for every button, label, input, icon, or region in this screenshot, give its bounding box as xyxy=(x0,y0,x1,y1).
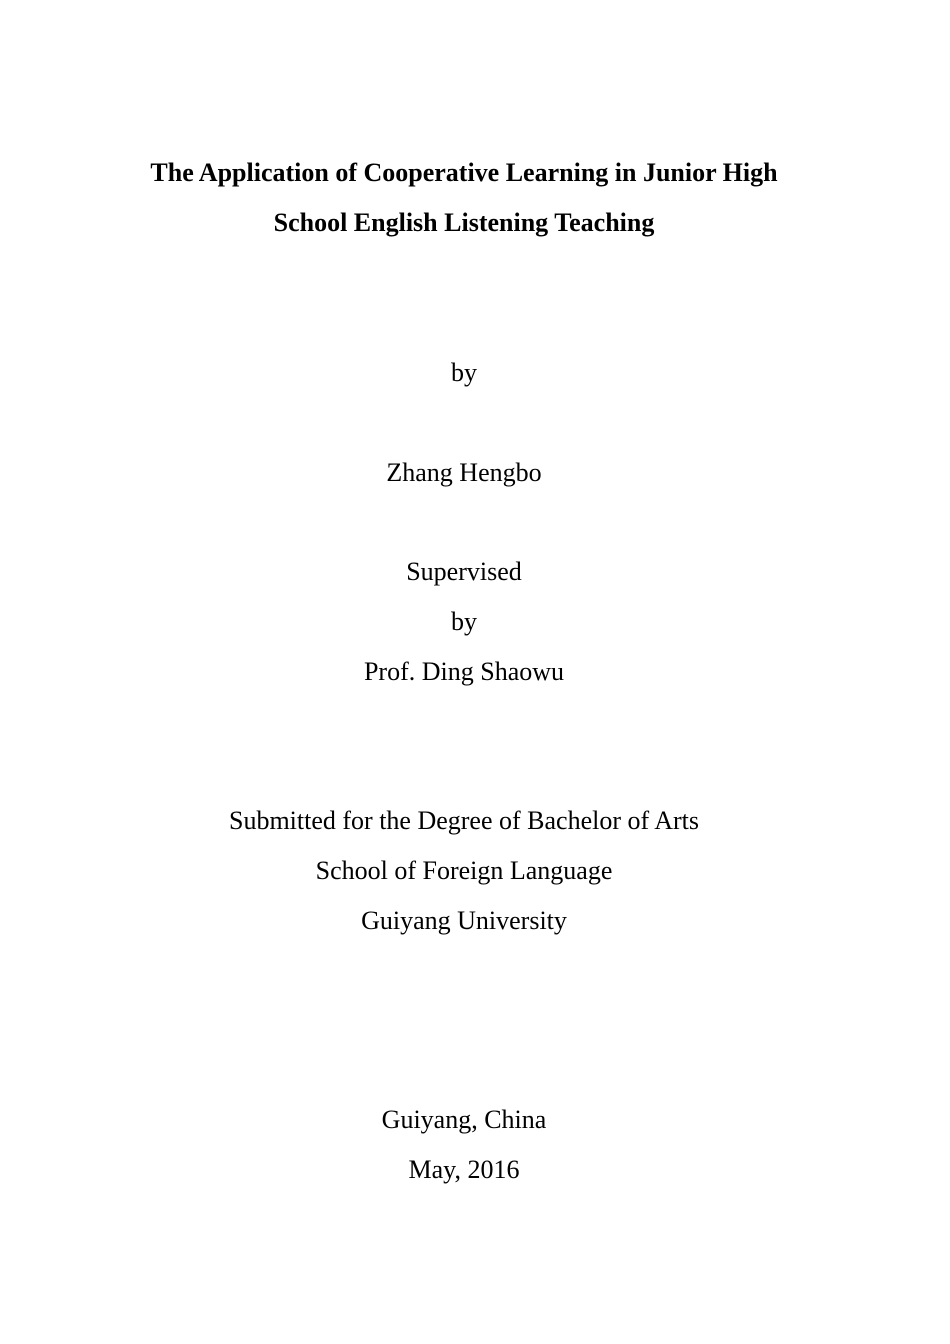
author-by-label: by xyxy=(451,358,477,387)
school-name: School of Foreign Language xyxy=(315,856,613,885)
thesis-title-line-1: The Application of Cooperative Learning in Junior High xyxy=(150,158,778,187)
degree-statement: Submitted for the Degree of Bachelor of Arts xyxy=(228,806,700,835)
supervised-label: Supervised xyxy=(406,557,522,586)
university-name: Guiyang University xyxy=(361,906,567,935)
date: May, 2016 xyxy=(408,1155,520,1184)
place: Guiyang, China xyxy=(381,1105,547,1134)
thesis-title-line-2: School English Listening Teaching xyxy=(273,208,655,237)
author-name: Zhang Hengbo xyxy=(386,458,542,487)
supervisor-name: Prof. Ding Shaowu xyxy=(363,657,565,686)
supervised-by-label: by xyxy=(451,607,477,636)
